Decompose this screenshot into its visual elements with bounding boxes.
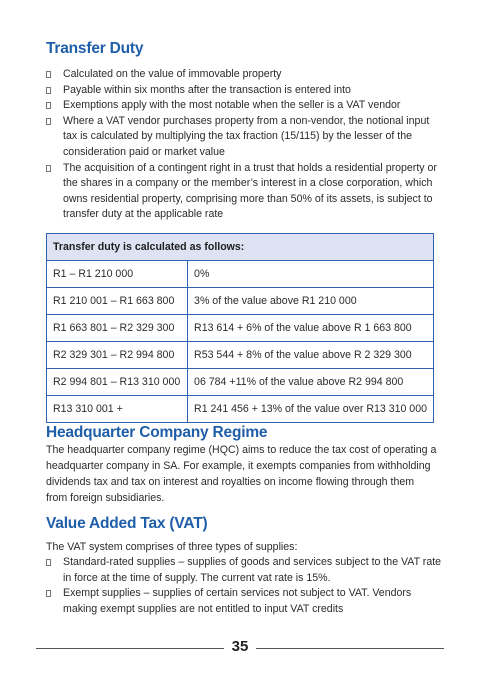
vat-supplies-list xyxy=(46,555,446,617)
hqc-paragraph: The headquarter company regime (HQC) aims to reduce the tax cost of operating a headquarter company in SA. For example, it exempts companies from withholding dividends tax and tax on interest and royalties on income flowing through them from foreign subsidiaries. xyxy=(46,444,437,504)
page-number: 35 xyxy=(231,638,249,655)
vat-intro: The VAT system comprises of three types of supplies: xyxy=(46,541,298,553)
square-bullet-icon xyxy=(46,118,51,125)
square-bullet-icon xyxy=(46,102,51,109)
vat-heading: Value Added Tax (VAT) xyxy=(46,515,208,532)
square-bullet-icon xyxy=(46,559,51,566)
square-bullet-icon xyxy=(46,165,51,172)
table-row xyxy=(47,315,434,342)
hqc-heading: Headquarter Company Regime xyxy=(46,424,268,441)
transfer-duty-table xyxy=(46,233,434,423)
table-row xyxy=(47,342,434,369)
footer-divider-left xyxy=(36,648,224,649)
table-row xyxy=(47,288,434,315)
list-item: The acquisition of a contingent right in a trust that holds a residential property or the shares in a company or the member’s interest in a close corporation, which owns residential property, comprising more than 50% of its assets, is subject to transfer duty at the applicable rate xyxy=(46,161,446,223)
rate-cell: 06 784 +11% of the value above R2 994 800 xyxy=(188,369,434,396)
table-row xyxy=(47,261,434,288)
table-row xyxy=(47,396,434,423)
table-header-row xyxy=(47,234,434,261)
rate-cell: R1 241 456 + 13% of the value over R13 310 000 xyxy=(188,396,434,423)
band-cell: R2 329 301 – R2 994 800 xyxy=(47,342,188,369)
band-cell: R1 663 801 – R2 329 300 xyxy=(47,315,188,342)
list-item: Where a VAT vendor purchases property from a non-vendor, the notional input tax is calculated by multiplying the tax fraction (15/115) by the lesser of the consideration paid or market value xyxy=(46,114,446,161)
list-item: Calculated on the value of immovable property xyxy=(46,67,446,83)
rate-cell: 3% of the value above R1 210 000 xyxy=(188,288,434,315)
band-cell: R1 210 001 – R1 663 800 xyxy=(47,288,188,315)
transfer-duty-list xyxy=(46,67,446,223)
transfer-duty-heading: Transfer Duty xyxy=(46,40,144,57)
square-bullet-icon xyxy=(46,87,51,94)
band-cell: R2 994 801 – R13 310 000 xyxy=(47,369,188,396)
footer-divider-right xyxy=(256,648,444,649)
band-cell: R13 310 001 + xyxy=(47,396,188,423)
square-bullet-icon xyxy=(46,590,51,597)
rate-cell: R13 614 + 6% of the value above R 1 663 800 xyxy=(188,315,434,342)
rate-cell: 0% xyxy=(188,261,434,288)
table-row xyxy=(47,369,434,396)
list-item: Exemptions apply with the most notable when the seller is a VAT vendor xyxy=(46,98,446,114)
list-item: Standard-rated supplies – supplies of goods and services subject to the VAT rate in force at the time of supply. The current vat rate is 15%. xyxy=(46,555,446,586)
table-header: Transfer duty is calculated as follows: xyxy=(47,234,434,261)
square-bullet-icon xyxy=(46,71,51,78)
list-item: Payable within six months after the transaction is entered into xyxy=(46,83,446,99)
list-item: Exempt supplies – supplies of certain services not subject to VAT. Vendors making exempt supplies are not entitled to input VAT credits xyxy=(46,586,446,617)
band-cell: R1 – R1 210 000 xyxy=(47,261,188,288)
rate-cell: R53 544 + 8% of the value above R 2 329 300 xyxy=(188,342,434,369)
